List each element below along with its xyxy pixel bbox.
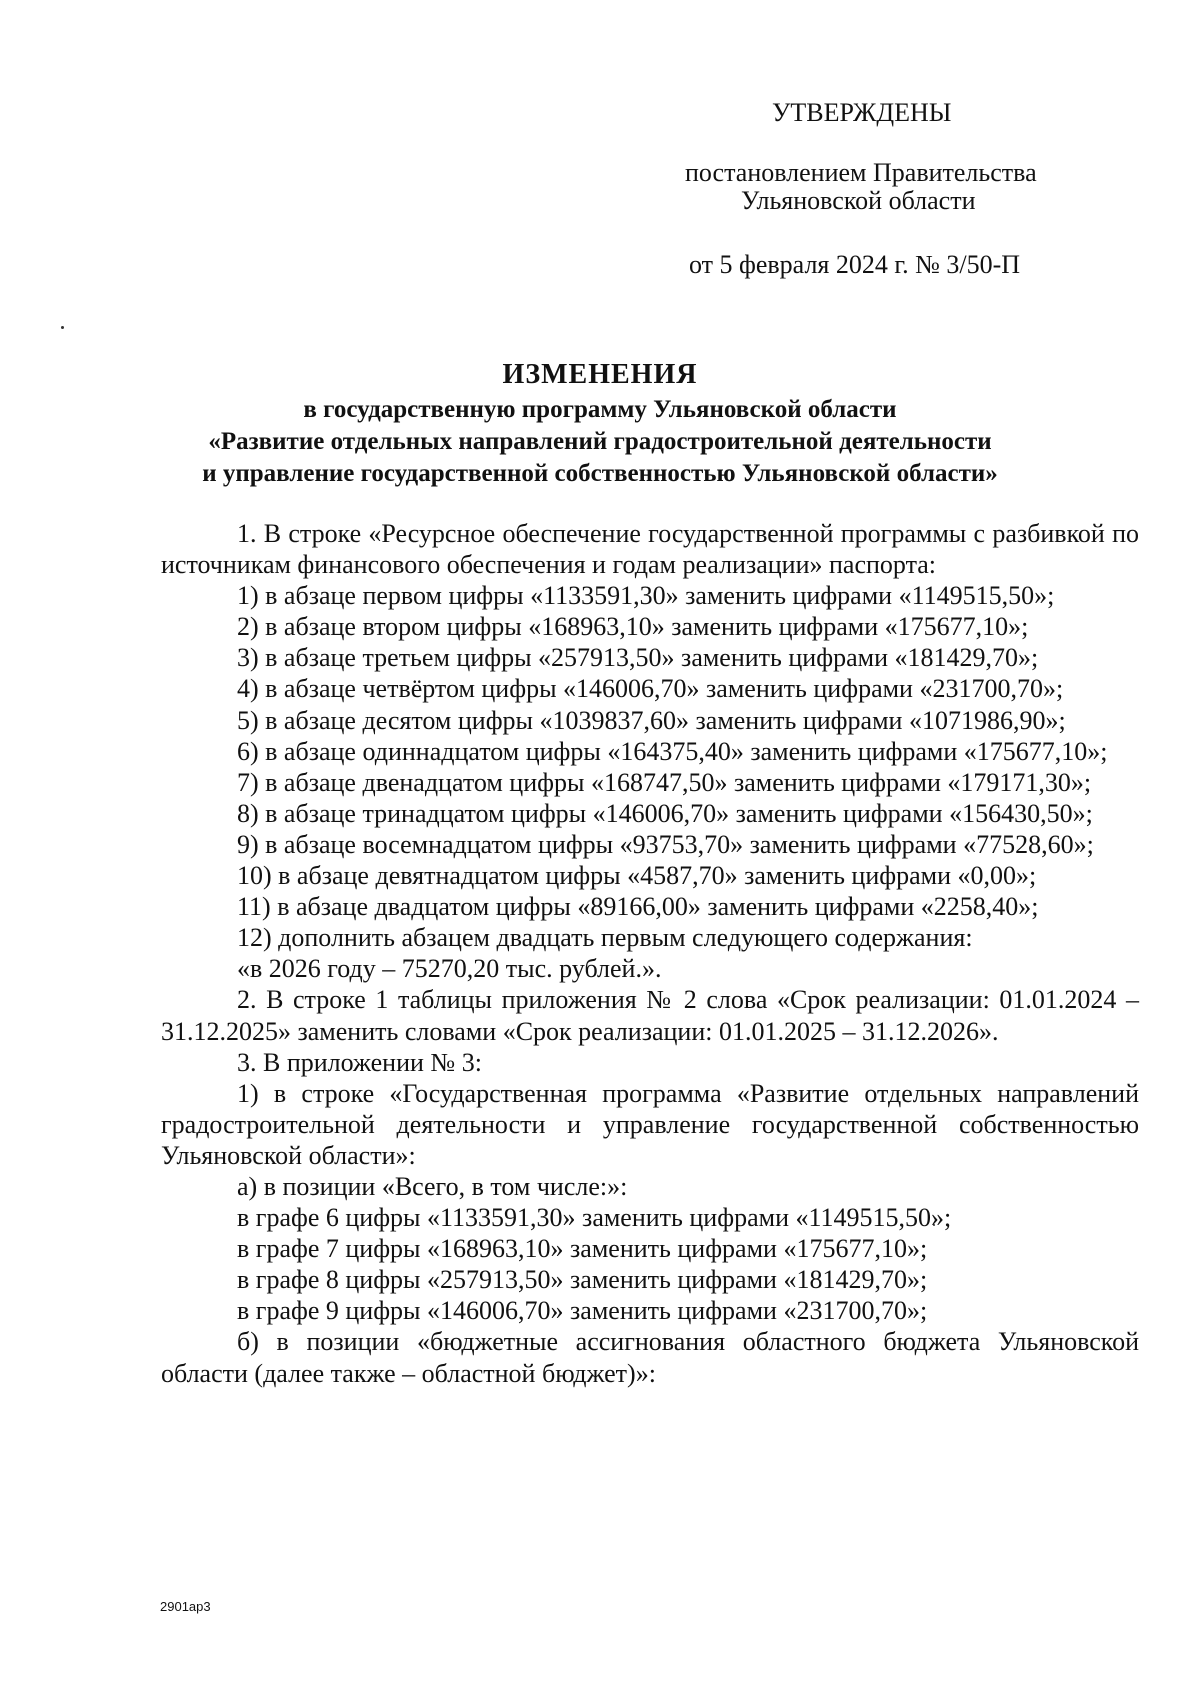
paragraph: 7) в абзаце двенадцатом цифры «168747,50» заменить цифрами «179171,30»; <box>237 767 1092 797</box>
paragraph: в графе 6 цифры «1133591,30» заменить цифрами «1149515,50»; <box>237 1203 952 1233</box>
paragraph: «в 2026 году – 75270,20 тыс. рублей.». <box>237 954 662 984</box>
paragraph: 1) в абзаце первом цифры «1133591,30» заменить цифрами «1149515,50»; <box>237 581 1055 611</box>
paragraph: б) в позиции «бюджетные ассигнования областного бюджета Ульяновской области (далее также – областной бюджет)»: <box>161 1327 1139 1388</box>
paragraph: 9) в абзаце восемнадцатом цифры «93753,70» заменить цифрами «77528,60»; <box>237 829 1094 859</box>
approved-by-line1: постановлением Правительства <box>685 158 1037 187</box>
paragraph: 5) в абзаце десятом цифры «1039837,60» заменить цифрами «1071986,90»; <box>237 705 1066 735</box>
decree-date-number: от 5 февраля 2024 г. № 3/50-П <box>689 250 1021 279</box>
paragraph: 1. В строке «Ресурсное обеспечение государственной программы с разбивкой по источникам финансового обеспечения и годам реализации» паспорта: <box>161 519 1139 580</box>
paragraph: 3) в абзаце третьем цифры «257913,50» заменить цифрами «181429,70»; <box>237 643 1039 673</box>
paragraph: 4) в абзаце четвёртом цифры «146006,70» заменить цифрами «231700,70»; <box>237 674 1064 704</box>
paragraph: 3. В приложении № 3: <box>237 1047 482 1077</box>
paragraph: 1) в строке «Государственная программа «Развитие отдельных направлений градостроительной деятельности и управление государственной собственностью Ульяновской области»: <box>161 1078 1139 1170</box>
paragraph: 2. В строке 1 таблицы приложения № 2 слова «Срок реализации: 01.01.2024 – 31.12.2025» заменить словами «Срок реализации: 01.01.2025 – 31.12.2026». <box>161 985 1139 1046</box>
title-line1: в государственную программу Ульяновской области <box>303 396 897 423</box>
paragraph: 2) в абзаце втором цифры «168963,10» заменить цифрами «175677,10»; <box>237 612 1029 642</box>
title-main: ИЗМЕНЕНИЯ <box>502 359 698 390</box>
approved-by-line2: Ульяновской области <box>741 186 976 215</box>
approved-label: УТВЕРЖДЕНЫ <box>772 98 952 127</box>
document-body <box>161 518 1139 1389</box>
title-line3: и управление государственной собственностью Ульяновской области» <box>202 460 998 487</box>
paragraph: в графе 7 цифры «168963,10» заменить цифрами «175677,10»; <box>237 1234 928 1264</box>
paragraph: в графе 8 цифры «257913,50» заменить цифрами «181429,70»; <box>237 1265 928 1295</box>
paragraph: в графе 9 цифры «146006,70» заменить цифрами «231700,70»; <box>237 1296 928 1326</box>
paragraph: 6) в абзаце одиннадцатом цифры «164375,40» заменить цифрами «175677,10»; <box>237 736 1108 766</box>
paragraph: 12) дополнить абзацем двадцать первым следующего содержания: <box>237 923 973 953</box>
title-line2: «Развитие отдельных направлений градостроительной деятельности <box>208 428 992 455</box>
document-code: 2901ар3 <box>160 1599 211 1614</box>
paragraph: а) в позиции «Всего, в том числе:»: <box>237 1171 628 1201</box>
document-title <box>150 356 1050 490</box>
scan-speck <box>61 326 64 329</box>
paragraph: 11) в абзаце двадцатом цифры «89166,00» заменить цифрами «2258,40»; <box>237 892 1039 922</box>
paragraph: 8) в абзаце тринадцатом цифры «146006,70» заменить цифрами «156430,50»; <box>237 798 1093 828</box>
paragraph: 10) в абзаце девятнадцатом цифры «4587,70» заменить цифрами «0,00»; <box>237 861 1037 891</box>
